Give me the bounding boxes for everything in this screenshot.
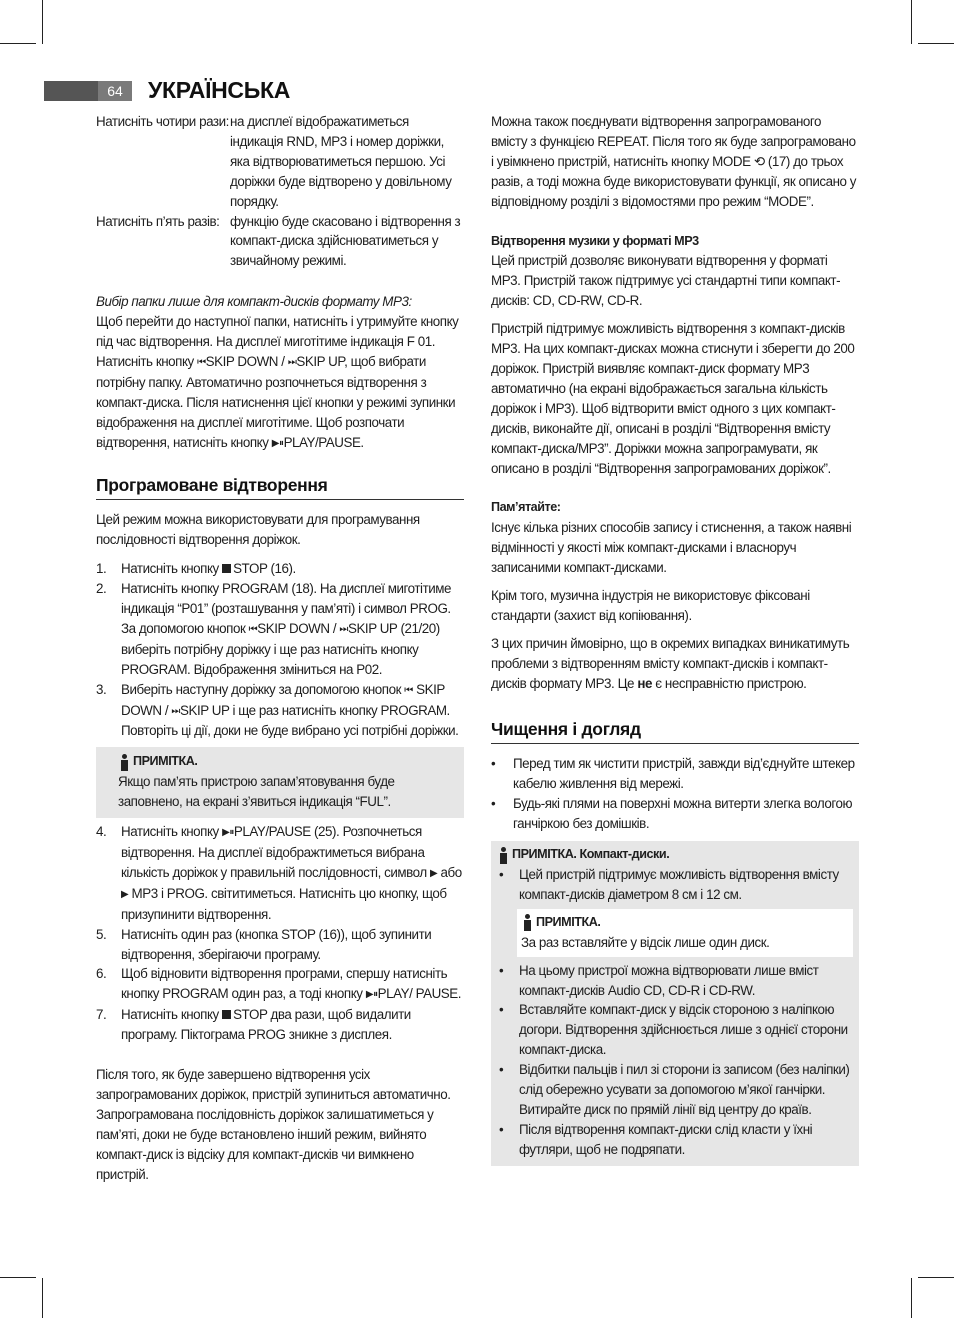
page-number: 64 <box>98 81 132 101</box>
left-column <box>96 112 464 1185</box>
step-part: або <box>440 864 462 880</box>
step-part: Натисніть кнопку <box>121 824 219 840</box>
remember-paragraph: Крім того, музична індустрія не використовує фіксовані стандарти (захист від копіювання). <box>491 588 810 623</box>
steps-list <box>96 822 464 1045</box>
step-part: MP3 і PROG. світитиметься. Натисніть цю кнопку, щоб призупинити відтворення. <box>121 885 447 922</box>
page-title: УКРАЇНСЬКА <box>148 77 291 103</box>
note-heading <box>497 845 853 865</box>
list-item-text: Вставляйте компакт-диск у відсік стороною з наліпкою догори. Відтворення здійснюється лише з однієї сторони компакт-диска. <box>519 1002 848 1058</box>
step-number: 7. <box>96 1007 107 1023</box>
list-item <box>96 822 464 925</box>
skip-up-icon: ⏭ <box>339 623 348 635</box>
crop-mark <box>42 1278 43 1318</box>
note-box <box>491 841 859 1166</box>
play-icon: ▶ <box>121 888 129 900</box>
remember-text: є несправністю пристрою. <box>655 675 807 691</box>
list-item <box>497 1000 853 1060</box>
note-text: Якщо пам’ять пристрою запам’ятовування буде заповнено, на екрані з’явиться індикація “FUL”. <box>118 774 395 810</box>
folder-text: SKIP UP, щоб вибрати потрібну папку. Автоматично розпочнеться відтворення з компакт-диска. Після натиснення цієї кнопки у режимі зупинки відображення на дисплеї миготітиме. Щоб розпочати відтворення, натисніть кнопку <box>96 353 456 450</box>
step-text <box>121 1005 464 1045</box>
remember-text: З цих причин ймовірно, що в окремих випадках виникатимуть проблеми з відтворенням вмісту компакт-дисків і компакт-дисків формату MP3. Це <box>491 635 850 691</box>
bullet: • <box>499 962 504 978</box>
list-item <box>96 579 464 680</box>
list-item <box>96 680 464 742</box>
list-item <box>491 794 859 834</box>
prog-intro: Цей режим можна використовувати для програмування послідовності відтворення доріжок. <box>96 512 420 548</box>
list-item-text: Будь-які плями на поверхні можна витерти злегка вологою ганчіркою без домішків. <box>513 796 853 832</box>
play-icon: ▶ <box>430 867 438 879</box>
list-item <box>497 1060 853 1120</box>
list-item-text: На цьому пристрої можна відтворювати лише вміст компакт-дисків Audio CD, CD-R і CD-RW. <box>519 962 819 998</box>
press-desc: функцію буде скасовано і відтворення з компакт-диска здійснюватиметься у звичайному режимі. <box>230 213 461 269</box>
step-part: STOP (16). <box>233 561 296 577</box>
repeat-paragraph <box>491 112 859 212</box>
stop-icon <box>222 1010 231 1019</box>
note-text: За раз вставляйте у відсік лише один диск. <box>521 934 770 950</box>
play-pause-icon: ▶⏸ <box>365 989 378 1001</box>
step-part: Натисніть кнопку PROGRAM (18). На дисплеї миготітиме індикація “P01” (розташування у пам’яті) і символ PROG. За допомогою кнопок <box>121 581 452 636</box>
remember-title: Пам’ятайте: <box>491 500 561 515</box>
crop-mark <box>918 1277 954 1278</box>
step-number: 6. <box>96 966 107 982</box>
header-bar <box>44 81 98 101</box>
list-item <box>96 559 464 579</box>
list-item-text: Перед тим як чистити пристрій, завжди від’єднуйте штекер кабелю живлення від мережі. <box>513 756 855 792</box>
list-item-text: Відбитки пальців і пил зі сторони із записом (без наліпки) слід обережно усувати за допомогою м’якої ганчірки. Витирайте диск по прямій лінії від центру до країв. <box>519 1062 850 1117</box>
bullet: • <box>499 867 504 882</box>
info-icon <box>118 754 131 771</box>
step-text <box>121 559 464 579</box>
folder-paragraph <box>96 312 464 453</box>
crop-mark <box>911 0 912 44</box>
mp3-paragraph: Цей пристрій дозволяє виконувати відтворення у форматі MP3. Пристрій також підтримує усі стандартні типи компакт-дисків: CD, CD-RW, CD-R. <box>491 253 841 309</box>
note-title: ПРИМІТКА. <box>133 754 198 769</box>
bullet: • <box>499 1121 504 1137</box>
press-row <box>96 112 464 212</box>
step-part: PLAY/ PAUSE. <box>377 986 462 1002</box>
mp3-paragraph: Пристрій підтримує можливість відтворення з компакт-дисків MP3. На цих компакт-дисках можна стиснути і зберегти до 200 доріжок. Пристрій виявляє компакт-диск формату MP3 автоматично (на екрані відображається загальна кількість доріжок і MP3). Щоб відтворити вміст одного з цих компакт-дисків, виконайте дії, описані в розділі “Відтворення вмісту компакт-диска/MP3”. Доріжки можна запрограмувати, як описано в розділі “Відтворення запрограмованих доріжок”. <box>491 321 855 476</box>
note-heading <box>118 752 452 772</box>
mp3-title: Відтворення музики у форматі MP3 <box>491 233 699 248</box>
skip-up-icon: ⏭ <box>171 705 180 717</box>
folder-title: Вибір папки лише для компакт-дисків формату MP3: <box>96 294 412 310</box>
list-item <box>96 964 464 1005</box>
step-part: STOP два рази, щоб видалити програму. Піктограма PROG зникне з дисплея. <box>121 1007 411 1043</box>
step-number: 4. <box>96 824 107 840</box>
list-item <box>491 754 859 794</box>
repeat-icon: ⟲ <box>753 153 765 169</box>
repeat-text: Можна також поєднувати відтворення запрограмованого вмісту з функцією REPEAT. Після того як буде запрограмовано і увімкнено пристрій, натисніть кнопку MODE <box>491 114 856 169</box>
folder-text: Щоб перейти до наступної папки, натисніть і утримуйте кнопку під час відтворення. На дисплеї миготітиме індикація F 01. Натисніть кнопку <box>96 314 459 369</box>
bullet: • <box>499 1002 504 1018</box>
step-text <box>121 964 464 1005</box>
step-number: 2. <box>96 581 107 597</box>
step-part: Виберіть наступну доріжку за допомогою кнопок <box>121 681 401 697</box>
folder-text: PLAY/PAUSE. <box>283 434 364 450</box>
list-item <box>96 1005 464 1045</box>
step-text: Натисніть один раз (кнопка STOP (16)), щоб зупинити відтворення, зберігаючи програму. <box>121 926 432 962</box>
press-label: Натисніть чотири рази: <box>96 114 229 129</box>
skip-down-icon: ⏮ <box>404 684 413 696</box>
press-row <box>96 212 464 272</box>
note-title: ПРИМІТКА. <box>536 914 601 929</box>
step-text <box>121 579 464 680</box>
steps-list <box>96 559 464 741</box>
section-heading: Програмоване відтворення <box>96 476 464 501</box>
step-part: SKIP DOWN / <box>257 620 337 636</box>
list-item <box>497 1120 853 1160</box>
list-item-text: Після відтворення компакт-диски слід класти у їхні футляри, щоб не подряпати. <box>519 1121 813 1157</box>
care-list <box>491 754 859 834</box>
bullet: • <box>499 1062 504 1078</box>
step-part: SKIP DOWN / <box>121 681 445 718</box>
note-box <box>96 747 464 818</box>
right-column <box>491 112 859 1166</box>
list-item-text: Цей пристрій підтримує можливість відтворення вмісту компакт-дисків діаметром 8 см і 12 см. <box>519 867 839 902</box>
play-pause-icon: ▶⏸ <box>271 437 284 449</box>
press-desc: на дисплеї відображатиметься індикація RND, MP3 і номер доріжки, яка відтворюватиметься першою. Усі доріжки буде відтворено у довільному порядку. <box>230 114 452 209</box>
folder-text: SKIP DOWN / <box>205 353 285 369</box>
note-list <box>497 865 853 905</box>
press-label: Натисніть п’ять разів: <box>96 213 220 229</box>
bullet: • <box>491 756 496 772</box>
note-heading <box>521 913 845 933</box>
section-heading: Чищення і догляд <box>491 720 859 745</box>
stop-icon <box>222 564 231 573</box>
skip-up-icon: ⏭ <box>287 356 297 368</box>
crop-mark <box>918 43 954 44</box>
step-part: Щоб відновити відтворення програми, спершу натисніть кнопку PROGRAM один раз, а тоді кнопку <box>121 966 448 1002</box>
note-list <box>497 961 853 1160</box>
bullet: • <box>491 796 496 812</box>
step-number: 1. <box>96 561 107 577</box>
step-part: Натисніть кнопку <box>121 1007 219 1023</box>
skip-down-icon: ⏮ <box>248 623 258 635</box>
step-text <box>121 822 464 925</box>
list-item <box>497 961 853 1001</box>
remember-paragraph: Існує кілька різних способів запису і стиснення, а також наявні відмінності у якості між компакт-дисками і власноруч записаними компакт-дисками. <box>491 520 852 576</box>
crop-mark <box>42 0 43 44</box>
repeat-text: (17) до трьох разів, а тоді можна буде використовувати функції, як описано у відповідному розділі з відомостями про режим “MODE”. <box>491 153 857 209</box>
remember-emphasis: не <box>637 675 652 691</box>
skip-down-icon: ⏮ <box>197 356 206 368</box>
crop-mark <box>911 1278 912 1318</box>
note-title: ПРИМІТКА. Компакт-диски. <box>512 847 670 862</box>
info-icon <box>497 847 510 864</box>
step-part: Натисніть кнопку <box>121 561 219 577</box>
list-item <box>497 865 853 905</box>
step-part: SKIP UP і ще раз натисніть кнопку PROGRAM. Повторіть ці дії, доки не буде вибрано усі потрібні доріжки. <box>121 702 459 739</box>
outro-paragraph: Після того, як буде завершено відтворення усіх запрограмованих доріжок, пристрій зупиниться автоматично. Запрограмована послідовність доріжок залишатиметься у пам’яті, доки не буде встановлено інший режим, вийнято компакт-диск із відсіку для компакт-дисків чи вимкнено пристрій. <box>96 1067 451 1182</box>
remember-paragraph <box>491 634 859 694</box>
step-part: SKIP UP (21/20) виберіть потрібну доріжку і ще раз натисніть кнопку PROGRAM. Відображення зміниться на P02. <box>121 620 440 677</box>
nested-note-box <box>517 909 853 957</box>
crop-mark <box>0 1277 36 1278</box>
step-part: PLAY/PAUSE (25). Розпочнеться відтворення. На дисплеї відображтиметься вибрана кількість доріжок у правильній послідовності, символ <box>121 824 427 880</box>
step-number: 5. <box>96 926 107 942</box>
step-number: 3. <box>96 681 107 697</box>
crop-mark <box>0 43 36 44</box>
step-text <box>121 680 464 742</box>
list-item <box>96 925 464 965</box>
play-pause-icon: ▶⏸ <box>222 827 234 839</box>
info-icon <box>521 914 534 931</box>
